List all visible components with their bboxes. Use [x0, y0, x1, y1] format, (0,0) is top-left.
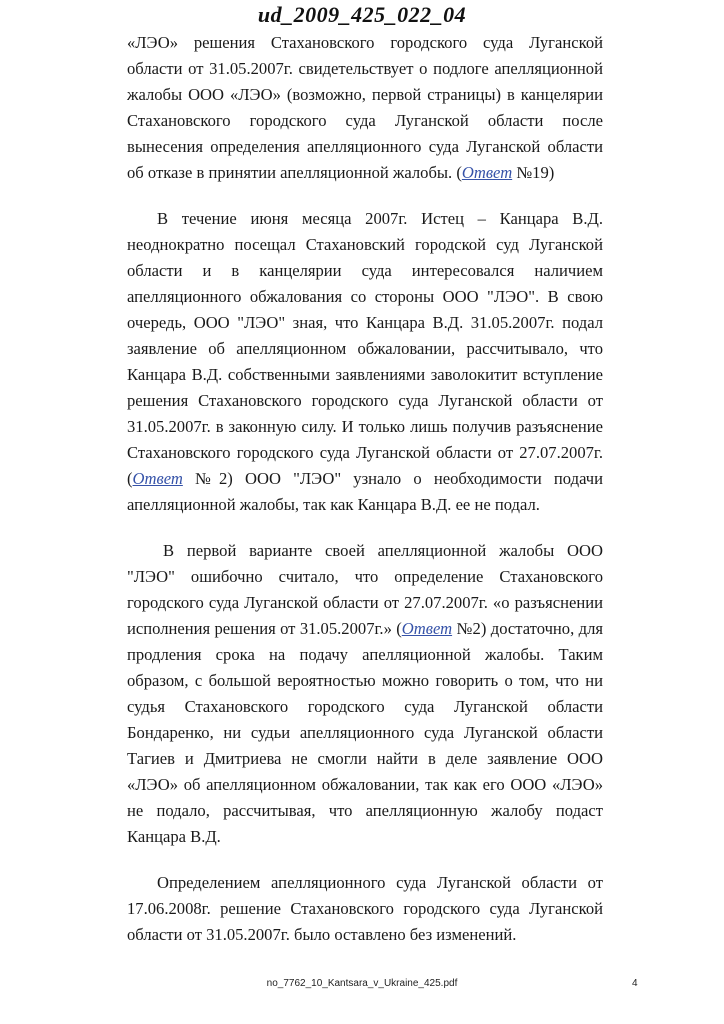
- paragraph-1-text-after: №19): [512, 163, 555, 182]
- paragraph-3: [127, 538, 603, 850]
- paragraph-1-text: «ЛЭО» решения Стахановского городского суда Луганской области от 31.05.2007г. свидетельствует о подлоге апелляционной жалобы ООО «ЛЭО» (возможно, первой страницы) в канцелярии Стахановского городского суда Луганской области после вынесения определения апелляционного суда Луганской области об отказе в принятии апелляционной жалобы. (: [127, 33, 603, 182]
- answer-link-2-second[interactable]: Ответ: [401, 619, 453, 638]
- document-header-title: ud_2009_425_022_04: [257, 2, 467, 27]
- paragraph-2: [127, 206, 603, 518]
- paragraph-4-text: Определением апелляционного суда Луганской области от 17.06.2008г. решение Стахановского городского суда Луганской области от 31.05.2007г. было оставлено без изменений.: [127, 873, 603, 944]
- footer-filename: no_7762_10_Kantsara_v_Ukraine_425.pdf: [266, 978, 458, 989]
- paragraph-2-text: В течение июня месяца 2007г. Истец – Канцара В.Д. неоднократно посещал Стахановский городской суд Луганской области и в канцелярии суда интересовался наличием апелляционного обжалования со стороны ООО "ЛЭО". В свою очередь, ООО "ЛЭО" зная, что Канцара В.Д. 31.05.2007г. подал заявление об апелляционном обжаловании, рассчитывало, что Канцара В.Д. собственными заявлениями заволокитит вступление решения Стахановского городского суда Луганской области от 31.05.2007г. в законную силу. И только лишь получив разъяснение Стахановского городского суда Луганской области от 27.07.2007г. (: [127, 209, 603, 488]
- paragraph-4: [127, 870, 603, 948]
- paragraph-2-text-after: №2) ООО "ЛЭО" узнало о необходимости подачи апелляционной жалобы, так как Канцара В.Д. ее не подал.: [127, 469, 603, 514]
- footer-page-number: 4: [632, 978, 638, 989]
- document-body: [127, 30, 603, 968]
- answer-link-19[interactable]: Ответ: [461, 163, 513, 182]
- paragraph-1: [127, 30, 603, 186]
- paragraph-3-text-after: №2) достаточно, для продления срока на подачу апелляционной жалобы. Таким образом, с большой вероятностью можно говорить о том, что ни судья Стахановского городского суда Луганской области Бондаренко, ни судьи апелляционного суда Луганской области Тагиев и Дмитриева не смогли найти в деле заявление ООО «ЛЭО» об апелляционном обжаловании, так как его ООО «ЛЭО» не подало, рассчитывая, что апелляционную жалобу подаст Канцара В.Д.: [127, 619, 603, 846]
- answer-link-2[interactable]: Ответ: [132, 469, 183, 488]
- paragraph-3-text: В первой варианте своей апелляционной жалобы ООО "ЛЭО" ошибочно считало, что определение Стахановского городского суда Луганской области от 27.07.2007г. «о разъяснении исполнения решения от 31.05.2007г.» (: [127, 541, 603, 638]
